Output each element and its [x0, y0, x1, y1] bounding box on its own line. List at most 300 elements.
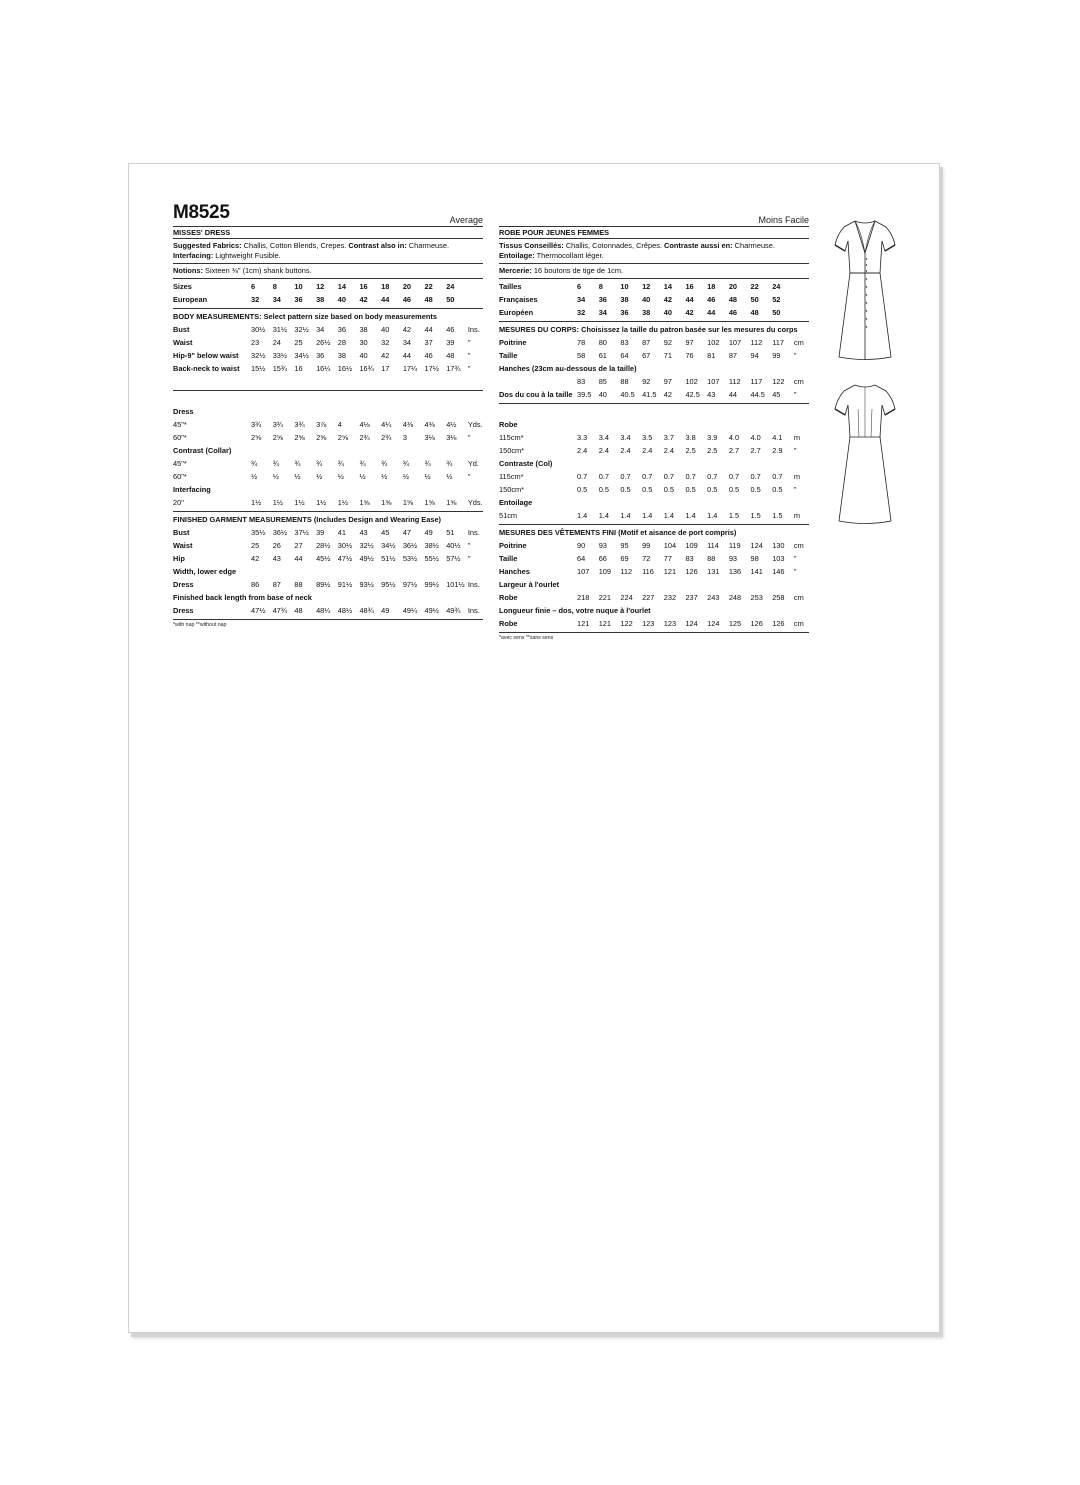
table-cell: 10 [620, 282, 629, 292]
unit-cell: m [793, 472, 801, 482]
table-cell: 2⅝ [337, 433, 349, 443]
row-label: Dress [173, 580, 194, 590]
table-cell: 124 [685, 619, 698, 629]
table-cell: 86 [251, 580, 260, 590]
yardage-group-head: Entoilage [499, 498, 533, 508]
table-cell: 12 [316, 282, 325, 292]
table-cell: 81 [707, 351, 716, 361]
table-cell: 32½ [294, 325, 309, 335]
table-cell: 116 [642, 567, 654, 577]
row-label: Waist [173, 541, 193, 551]
pattern-code: M8525 [173, 202, 230, 223]
table-cell: 72 [642, 554, 651, 564]
table-cell: 48 [728, 295, 738, 305]
table-cell: 1.4 [642, 511, 653, 521]
table-cell: 34 [598, 308, 607, 318]
row-label: 51cm [499, 511, 518, 521]
table-cell: 125 [728, 619, 742, 629]
table-cell: 38½ [424, 541, 439, 551]
row-label: Taille [499, 351, 518, 361]
table-cell: 47¾ [272, 606, 288, 616]
table-cell: 40.5 [620, 390, 635, 400]
table-cell: 87 [728, 351, 738, 361]
table-cell: 0.5 [707, 485, 718, 495]
table-cell: 0.5 [620, 485, 631, 495]
table-cell: 88 [620, 377, 629, 387]
table-cell: 1.5 [728, 511, 740, 521]
unit-cell: Ins. [467, 580, 480, 590]
table-cell: 25 [251, 541, 260, 551]
table-cell: 61 [598, 351, 607, 361]
table-cell: 123 [663, 619, 677, 629]
table-cell: 97 [685, 338, 694, 348]
table-cell: 49 [424, 528, 433, 538]
row-label: Hip [173, 554, 185, 564]
table-cell: 12 [642, 282, 651, 292]
table-cell: 49½ [359, 554, 374, 564]
table-cell: 17½ [424, 364, 439, 374]
table-cell: 4.0 [728, 433, 740, 443]
table-cell: 117 [750, 377, 763, 387]
table-cell: 0.7 [728, 472, 740, 482]
table-cell: 1⅝ [381, 498, 392, 508]
yardage-group-head: Contraste (Col) [499, 459, 553, 469]
sizes-table-fr [499, 279, 809, 322]
table-cell: 141 [750, 567, 763, 577]
row-label: Françaises [499, 295, 538, 305]
table-cell: 66 [598, 554, 607, 564]
table-cell: ½ [402, 472, 409, 482]
unit-cell: " [793, 485, 797, 495]
table-cell: 43 [272, 554, 281, 564]
unit-cell: " [793, 554, 797, 564]
table-cell: 16¼ [316, 364, 331, 374]
table-cell: 48¼ [316, 606, 331, 616]
row-label: Hanches [499, 567, 530, 577]
table-cell: ¾ [316, 459, 323, 469]
table-cell: 40 [642, 295, 651, 305]
table-cell: 47 [402, 528, 412, 538]
table-cell: 8 [598, 282, 603, 292]
table-cell: 109 [685, 541, 698, 551]
table-cell: 36½ [402, 541, 418, 551]
table-cell: 93 [598, 541, 607, 551]
unit-cell: m [793, 511, 801, 521]
table-cell: 6 [251, 282, 256, 292]
table-cell: 17¾ [446, 364, 461, 374]
table-cell: 69 [620, 554, 629, 564]
table-cell: 1.5 [750, 511, 761, 521]
unit-cell: cm [793, 338, 804, 348]
table-cell: 42 [402, 325, 412, 335]
table-cell: 130 [772, 541, 785, 551]
fabrics-fr: Tissus Conseillés: Challis, Cotonnades, Crêpes. Contraste aussi en: Charmeuse. Entoilage: Thermocollant léger. [499, 239, 809, 264]
table-cell: 52 [772, 295, 781, 305]
table-cell: 119 [728, 541, 741, 551]
table-row [499, 470, 809, 483]
body-measurements-en [173, 309, 483, 391]
table-cell: 25 [294, 338, 303, 348]
table-cell: 0.7 [577, 472, 588, 482]
table-cell: 88 [294, 580, 303, 590]
table-cell: 41 [337, 528, 346, 538]
table-cell: 87 [642, 338, 651, 348]
table-row [173, 323, 483, 336]
table-cell: 36 [316, 351, 325, 361]
table-cell: 16 [294, 364, 303, 374]
unit-cell: m [793, 433, 801, 443]
table-cell: 34 [272, 295, 281, 305]
table-cell: 15½ [251, 364, 266, 374]
table-cell: 48¾ [359, 606, 374, 616]
table-cell: 51½ [381, 554, 396, 564]
table-cell: 3.5 [642, 433, 653, 443]
table-row [173, 470, 483, 483]
fabrics-en: Suggested Fabrics: Challis, Cotton Blends, Crepes. Contrast also in: Charmeuse. Interfacing: Lightweight Fusible. [173, 239, 483, 264]
table-cell: 42 [251, 554, 260, 564]
table-cell: ¾ [359, 459, 366, 469]
garment-title-en: MISSES' DRESS [173, 227, 483, 239]
row-label: 115cm* [499, 472, 524, 482]
row-label: Tailles [499, 282, 522, 292]
table-cell: ¾ [272, 459, 279, 469]
table-cell: 83 [620, 338, 629, 348]
table-cell: 20 [728, 282, 738, 292]
table-cell: 78 [577, 338, 586, 348]
table-cell: ¾ [337, 459, 344, 469]
table-cell: 43 [707, 390, 716, 400]
table-cell: 1⅝ [402, 498, 414, 508]
garment-title-fr: ROBE POUR JEUNES FEMMES [499, 227, 809, 239]
table-cell: 121 [577, 619, 590, 629]
row-label: Taille [499, 554, 518, 564]
table-cell: 39 [446, 338, 455, 348]
table-cell: 2¾ [381, 433, 392, 443]
table-cell: 42.5 [685, 390, 700, 400]
table-cell: 101½ [446, 580, 465, 590]
table-cell: 123 [642, 619, 655, 629]
table-cell: 88 [707, 554, 716, 564]
table-cell: 45 [381, 528, 390, 538]
table-cell: 28½ [316, 541, 331, 551]
table-cell: 28 [337, 338, 346, 348]
table-cell: 1⅝ [359, 498, 370, 508]
table-cell: 49½ [424, 606, 439, 616]
table-cell: 117 [772, 338, 784, 348]
table-cell: 3¾ [251, 420, 262, 430]
table-row [499, 293, 809, 306]
table-cell: 80 [598, 338, 607, 348]
unit-cell: " [793, 567, 797, 577]
table-cell: 99 [642, 541, 651, 551]
table-cell: 112 [620, 567, 633, 577]
table-row [499, 375, 809, 388]
table-cell: 3⅞ [316, 420, 327, 430]
table-cell: ½ [446, 472, 453, 482]
table-cell: 48 [750, 308, 759, 318]
table-cell: 1.4 [598, 511, 609, 521]
table-cell: 4.1 [772, 433, 783, 443]
table-cell: 227 [642, 593, 655, 603]
table-cell: 1½ [251, 498, 262, 508]
table-cell: 2⅝ [316, 433, 327, 443]
table-cell: 42 [663, 390, 672, 400]
row-label: Bust [173, 325, 190, 335]
table-cell: ½ [359, 472, 366, 482]
table-cell: 0.7 [663, 472, 675, 482]
table-cell: 122 [620, 619, 633, 629]
table-cell: 97 [663, 377, 672, 387]
row-label: 150cm* [499, 446, 525, 456]
table-cell: 126 [685, 567, 698, 577]
table-cell: ¾ [294, 459, 301, 469]
footnote-fr: *avec sens **sans sens [499, 635, 554, 642]
length-head-en: Finished back length from base of neck [173, 593, 312, 603]
table-cell: 232 [663, 593, 677, 603]
table-cell: 99½ [424, 580, 439, 590]
unit-cell: Yd. [467, 459, 479, 469]
sizes-table-en [173, 279, 483, 309]
table-cell: 0.5 [598, 485, 609, 495]
row-label: 60"* [173, 433, 187, 443]
table-cell: ½ [251, 472, 258, 482]
difficulty-en: Average [449, 214, 483, 225]
table-cell: 3.4 [620, 433, 631, 443]
table-cell: 93 [728, 554, 738, 564]
table-row [499, 431, 809, 444]
table-cell: 34 [316, 325, 325, 335]
table-row [173, 552, 483, 565]
table-cell: 34½ [381, 541, 396, 551]
table-cell: 48½ [337, 606, 353, 616]
table-cell: 2.4 [620, 446, 631, 456]
table-cell: 37 [424, 338, 433, 348]
pattern-envelope-sheet [128, 163, 940, 1333]
table-cell: 1.4 [663, 511, 675, 521]
table-cell: 17¼ [402, 364, 418, 374]
table-cell: 131 [707, 567, 720, 577]
table-cell: 55½ [424, 554, 439, 564]
table-cell: 98 [750, 554, 759, 564]
unit-cell: " [793, 446, 797, 456]
table-cell: 2.7 [728, 446, 740, 456]
unit-cell: cm [793, 541, 804, 551]
table-cell: 49¼ [402, 606, 418, 616]
table-cell: 20 [402, 282, 412, 292]
width-head-en: Width, lower edge [173, 567, 237, 577]
table-cell: 2.9 [772, 446, 783, 456]
table-cell: 124 [707, 619, 720, 629]
table-cell: 34 [577, 295, 586, 305]
row-label: 20" [173, 498, 184, 508]
table-cell: ½ [381, 472, 388, 482]
table-cell: 48 [294, 606, 303, 616]
table-cell: 107 [707, 377, 720, 387]
yardage-en [173, 391, 483, 512]
table-cell: 4⅜ [424, 420, 435, 430]
table-cell: 22 [750, 282, 759, 292]
table-row [499, 336, 809, 349]
table-cell: 50 [750, 295, 759, 305]
table-cell: ¾ [402, 459, 409, 469]
table-row [499, 388, 809, 401]
table-cell: 1½ [272, 498, 283, 508]
table-cell: 36 [337, 325, 346, 335]
table-row [173, 539, 483, 552]
hip-head-fr: Hanches (23cm au-dessous de la taille) [499, 364, 637, 374]
table-cell: 146 [772, 567, 785, 577]
table-cell: 16 [685, 282, 694, 292]
dress-back-sketch [825, 379, 905, 529]
footnote-en: *with nap **without nap [173, 622, 227, 629]
table-cell: 38 [337, 351, 346, 361]
table-cell: 2.5 [685, 446, 696, 456]
row-label: Robe [499, 593, 518, 603]
table-cell: 24 [772, 282, 781, 292]
body-measurements-title-fr: MESURES DU CORPS: Choisissez la taille du patron basée sur les mesures du corps [499, 325, 798, 335]
table-cell: 47½ [251, 606, 266, 616]
table-cell: 4¼ [381, 420, 392, 430]
table-cell: 1½ [316, 498, 327, 508]
table-row [499, 483, 809, 496]
table-cell: 23 [251, 338, 260, 348]
row-label: Dos du cou à la taille [499, 390, 573, 400]
table-row [173, 604, 483, 617]
row-label: Poitrine [499, 338, 527, 348]
table-cell: 85 [598, 377, 607, 387]
table-cell: 40 [663, 308, 672, 318]
table-cell: 112 [728, 377, 741, 387]
table-cell: 1⅝ [446, 498, 457, 508]
table-cell: 4⅛ [359, 420, 370, 430]
table-cell: 35½ [251, 528, 266, 538]
table-cell: 0.7 [620, 472, 631, 482]
table-cell: 89½ [316, 580, 331, 590]
table-cell: 32½ [251, 351, 266, 361]
table-cell: 92 [642, 377, 651, 387]
table-row [499, 591, 809, 604]
table-cell: 3.3 [577, 433, 588, 443]
table-cell: 0.7 [685, 472, 696, 482]
row-label: European [173, 295, 208, 305]
table-cell: 93½ [359, 580, 374, 590]
header-en [173, 202, 483, 227]
table-cell: 95½ [381, 580, 396, 590]
table-row [499, 509, 809, 522]
table-row [173, 418, 483, 431]
table-cell: 258 [772, 593, 785, 603]
table-cell: 97½ [402, 580, 418, 590]
notions-fr: Mercerie: 16 boutons de tige de 1cm. [499, 264, 809, 279]
table-cell: 42 [685, 308, 694, 318]
unit-cell: cm [793, 377, 804, 387]
header-fr [499, 206, 809, 227]
table-cell: 30½ [251, 325, 266, 335]
row-label: 45"* [173, 459, 187, 469]
table-cell: 40 [381, 325, 390, 335]
table-cell: 53½ [402, 554, 418, 564]
table-cell: 1.4 [685, 511, 696, 521]
yardage-fr [499, 404, 809, 525]
table-cell: 42 [663, 295, 672, 305]
table-cell: 103 [772, 554, 785, 564]
table-cell: 41.5 [642, 390, 657, 400]
table-cell: 107 [577, 567, 590, 577]
unit-cell: cm [793, 619, 804, 629]
row-label: 45"* [173, 420, 187, 430]
table-cell: 94 [750, 351, 759, 361]
yardage-group-head: Dress [173, 407, 194, 417]
finished-measurements-fr [499, 525, 809, 633]
table-cell: 83 [685, 554, 694, 564]
table-row [499, 306, 809, 319]
table-cell: 32 [577, 308, 586, 318]
finished-title-fr: MESURES DES VÊTEMENTS FINI (Motif et aisance de port compris) [499, 528, 737, 538]
unit-cell: " [467, 472, 471, 482]
table-cell: 112 [750, 338, 763, 348]
unit-cell: " [467, 433, 471, 443]
table-cell: 44 [728, 390, 738, 400]
table-cell: 49 [381, 606, 390, 616]
table-cell: 221 [598, 593, 612, 603]
body-measurements-title-en: BODY MEASUREMENTS: Select pattern size based on body measurements [173, 312, 437, 322]
table-row [173, 362, 483, 375]
table-row [499, 280, 809, 293]
table-cell: 46 [424, 351, 433, 361]
unit-cell: Yds. [467, 420, 483, 430]
unit-cell: " [467, 351, 471, 361]
row-label: Dress [173, 606, 194, 616]
table-cell: 38 [316, 295, 325, 305]
table-cell: 64 [620, 351, 629, 361]
yardage-group-head: Interfacing [173, 485, 211, 495]
table-cell: 44 [424, 325, 433, 335]
table-cell: 2.4 [663, 446, 675, 456]
unit-cell: " [793, 351, 797, 361]
table-cell: 16½ [337, 364, 353, 374]
unit-cell: " [467, 364, 471, 374]
table-cell: 17 [381, 364, 390, 374]
table-cell: 50 [772, 308, 781, 318]
table-cell: 0.5 [642, 485, 653, 495]
unit-cell: Ins. [467, 528, 480, 538]
table-cell: 95 [620, 541, 629, 551]
table-cell: 71 [663, 351, 672, 361]
table-cell: 224 [620, 593, 633, 603]
table-cell: 83 [577, 377, 586, 387]
table-cell: 1.4 [707, 511, 718, 521]
table-cell: 38 [620, 295, 629, 305]
table-cell: 44 [707, 308, 716, 318]
table-cell: 102 [685, 377, 698, 387]
table-cell: 2.4 [642, 446, 653, 456]
table-cell: ½ [272, 472, 279, 482]
table-cell: 126 [750, 619, 763, 629]
table-cell: 40½ [446, 541, 461, 551]
yardage-group-head: Robe [499, 420, 518, 430]
table-cell: 107 [728, 338, 742, 348]
table-cell: 36 [620, 308, 629, 318]
table-cell: 32 [381, 338, 390, 348]
table-cell: 22 [424, 282, 433, 292]
table-cell: ½ [424, 472, 431, 482]
table-row [499, 617, 809, 630]
table-cell: 1½ [337, 498, 349, 508]
table-cell: 18 [707, 282, 716, 292]
table-cell: 14 [663, 282, 672, 292]
table-cell: 3.7 [663, 433, 675, 443]
table-cell: 248 [728, 593, 742, 603]
